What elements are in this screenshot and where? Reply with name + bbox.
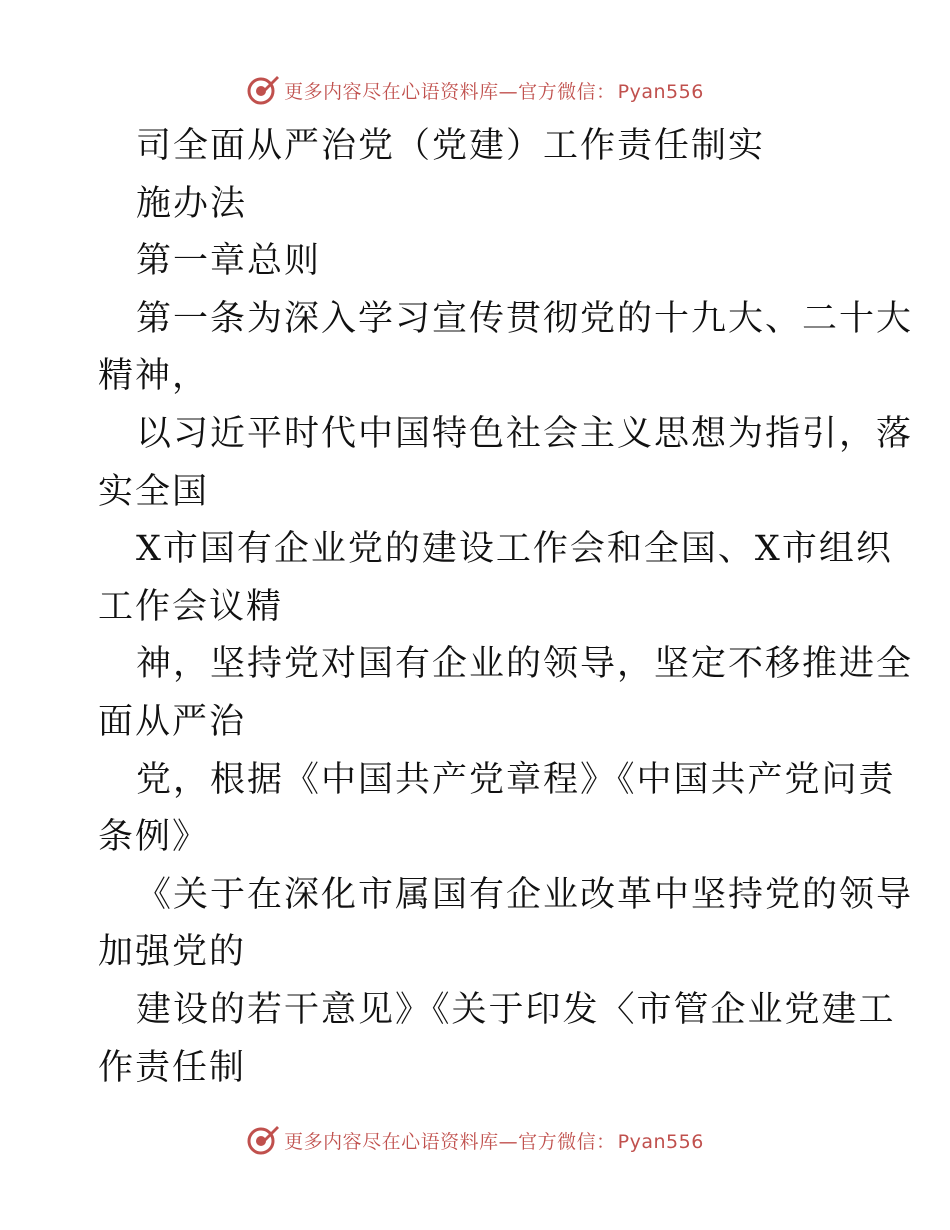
watermark-text <box>284 1127 704 1154</box>
watermark-wechat-id: Pyan556 <box>617 1130 704 1153</box>
body-text-line: 以习近平时代中国特色社会主义思想为指引，落 <box>136 413 914 454</box>
body-text-line: 实全国 <box>98 471 210 512</box>
watermark-label: 更多内容尽在心语资料库—官方微信： <box>284 80 616 103</box>
pen-logo-icon <box>246 73 280 107</box>
watermark-header <box>0 70 950 110</box>
watermark-label: 更多内容尽在心语资料库—官方微信： <box>284 1130 616 1153</box>
body-text-line: 党，根据《中国共产党章程》《中国共产党问责 <box>136 759 896 800</box>
watermark-footer <box>0 1120 950 1160</box>
body-text-line: 面从严治 <box>98 701 247 742</box>
body-text-line: 《关于在深化市属国有企业改革中坚持党的领导 <box>136 874 914 915</box>
pen-logo-icon <box>246 1123 280 1157</box>
body-text-line: 司全面从严治党（党建）工作责任制实 <box>136 126 766 166</box>
body-text-line: 第一章总则 <box>136 241 322 282</box>
body-text-line: 神，坚持党对国有企业的领导，坚定不移推进全 <box>136 644 914 685</box>
body-text-line: X市国有企业党的建设工作会和全国、X市组织 <box>136 529 893 570</box>
body-text-line: 施办法 <box>136 183 248 224</box>
body-text-line: 作责任制 <box>98 1047 247 1088</box>
body-text-line: 建设的若干意见》《关于印发〈市管企业党建工 <box>136 989 896 1030</box>
body-text-line: 条例》 <box>98 817 210 858</box>
watermark-text <box>284 77 704 104</box>
body-text-line: 精神， <box>98 356 210 397</box>
document-body <box>98 118 914 1097</box>
body-text-line: 加强党的 <box>98 932 247 973</box>
body-text-line: 工作会议精 <box>98 586 284 627</box>
watermark-wechat-id: Pyan556 <box>617 80 704 103</box>
body-text-line: 第一条为深入学习宣传贯彻党的十九大、二十大 <box>136 298 914 339</box>
